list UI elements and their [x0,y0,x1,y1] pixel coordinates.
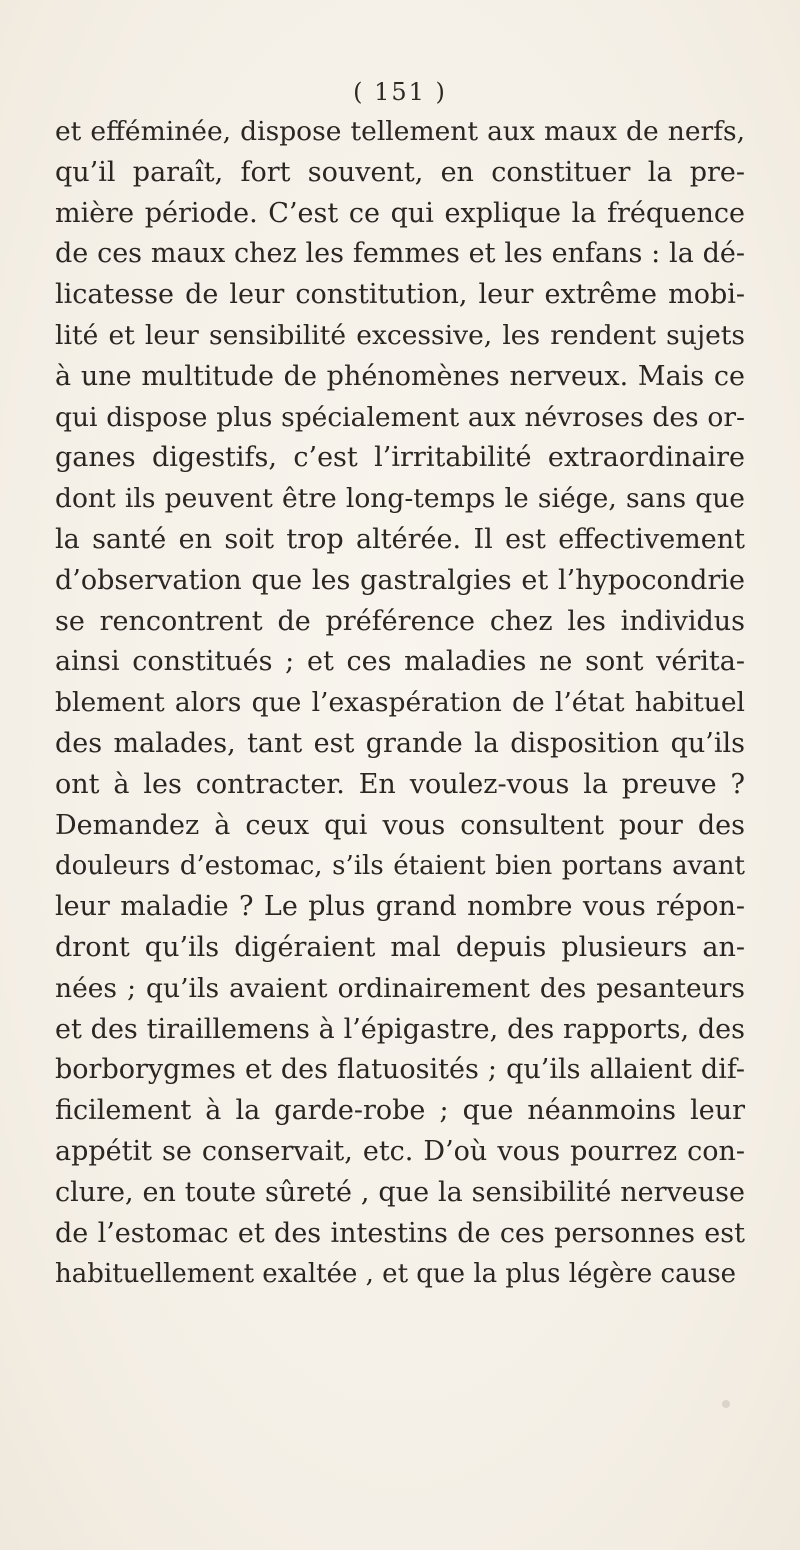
text-line: se rencontrent de préférence chez les individus [55,605,745,637]
text-line: Demandez à ceux qui vous consultent pour des [55,809,745,841]
text-line: douleurs d’estomac, s’ils étaient bien portans avant [55,851,745,882]
text-line: nées ; qu’ils avaient ordinairement des pesanteurs [55,972,745,1004]
text-line: qui dispose plus spécialement aux névroses des or- [55,401,745,433]
text-line: blement alors que l’exaspération de l’état habituel [55,687,745,719]
text-line: la santé en soit trop altérée. Il est effectivement [55,523,745,555]
text-line: dont ils peuvent être long-temps le siége, sans que [55,483,745,515]
text-line: lité et leur sensibilité excessive, les rendent sujets [55,319,745,351]
text-line: ficilement à la garde-robe ; que néanmoins leur [55,1095,745,1127]
text-line: leur maladie ? Le plus grand nombre vous répon- [55,891,745,923]
page-number: ( 151 ) [353,78,447,106]
text-line: habituellement exaltée , et que la plus légère cause [55,1259,737,1290]
text-line: et des tiraillemens à l’épigastre, des rapports, des [55,1013,745,1045]
text-line: dront qu’ils digéraient mal depuis plusieurs an- [55,931,745,963]
text-line: de l’estomac et des intestins de ces personnes est [55,1217,745,1249]
text-line: borborygmes et des flatuosités ; qu’ils allaient dif- [55,1054,745,1086]
text-line: à une multitude de phénomènes nerveux. Mais ce [55,360,745,392]
text-line: des malades, tant est grande la disposition qu’ils [55,727,745,759]
text-line: licatesse de leur constitution, leur extrême mobi- [55,279,745,311]
text-line: clure, en toute sûreté , que la sensibilité nerveuse [55,1176,745,1208]
text-line: qu’il paraît, fort souvent, en constituer la pre- [55,156,745,188]
text-line: ont à les contracter. En voulez-vous la preuve ? [55,768,745,800]
text-line: appétit se conservait, etc. D’où vous pourrez con- [55,1135,745,1167]
text-line: ganes digestifs, c’est l’irritabilité extraordinaire [55,442,745,474]
text-line: d’observation que les gastralgies et l’hypocondrie [55,564,745,596]
body-text [55,112,745,1295]
paper-speck [722,1400,730,1408]
text-line: ainsi constitués ; et ces maladies ne sont vérita- [55,646,745,678]
text-line: mière période. C’est ce qui explique la fréquence [55,197,745,229]
text-line: de ces maux chez les femmes et les enfans : la dé- [55,238,745,270]
text-line: et efféminée, dispose tellement aux maux de nerfs, [55,116,745,147]
